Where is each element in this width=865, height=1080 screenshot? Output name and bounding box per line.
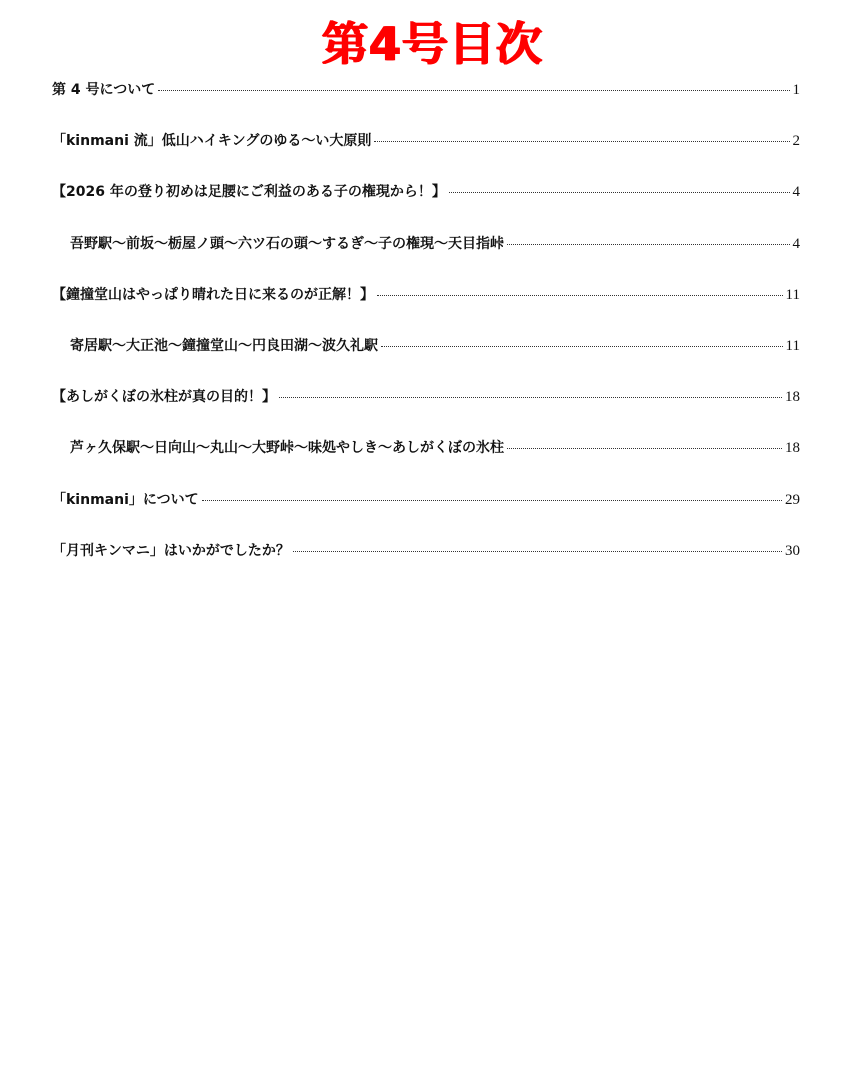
toc-dot-leader xyxy=(449,192,790,193)
toc-entry-feedback[interactable] xyxy=(52,539,800,590)
toc-entry-page: 1 xyxy=(792,82,800,98)
toc-entry-kanetsukidoyama[interactable] xyxy=(52,283,800,334)
toc-entry-page: 4 xyxy=(792,235,800,252)
toc-dot-leader xyxy=(202,500,782,501)
toc-entry-page: 18 xyxy=(785,389,800,406)
toc-subentry-ashigakubo-route[interactable] xyxy=(52,436,800,487)
toc-dot-leader xyxy=(158,90,789,91)
toc-dot-leader xyxy=(507,244,790,245)
toc-entry-page: 29 xyxy=(785,491,800,508)
table-of-contents xyxy=(52,78,800,590)
toc-entry-label: 「月刊キンマニ」はいかがでしたか？ xyxy=(52,542,290,559)
toc-dot-leader xyxy=(374,141,789,142)
toc-entry-label: 寄居駅～大正池～鐘撞堂山～円良田湖～波久礼駅 xyxy=(70,337,378,354)
toc-entry-ashigakubo-icicles[interactable] xyxy=(52,385,800,436)
toc-dot-leader xyxy=(507,448,782,449)
toc-subentry-agano-route[interactable] xyxy=(52,232,800,283)
toc-entry-label: 【あしがくぼの氷柱が真の目的！】 xyxy=(52,389,276,406)
toc-dot-leader xyxy=(279,397,782,398)
toc-entry-nenogongen[interactable] xyxy=(52,180,800,231)
toc-entry-about-kinmani[interactable] xyxy=(52,488,800,539)
toc-entry-page: 18 xyxy=(785,440,800,457)
toc-entry-page: 30 xyxy=(785,542,800,559)
toc-dot-leader xyxy=(293,551,782,552)
toc-entry-label: 「kinmani」について xyxy=(52,491,199,508)
toc-entry-page: 11 xyxy=(785,286,800,303)
toc-entry-label: 芦ヶ久保駅～日向山～丸山～大野峠～味処やしき～あしがくぼの氷柱 xyxy=(70,440,504,457)
toc-entry-page: 2 xyxy=(792,133,800,150)
toc-entry-about-issue-4[interactable] xyxy=(52,78,800,129)
toc-subentry-yorii-route[interactable] xyxy=(52,334,800,385)
toc-dot-leader xyxy=(381,346,783,347)
toc-entry-hiking-principles[interactable] xyxy=(52,129,800,180)
toc-entry-label: 吾野駅～前坂～栃屋ノ頭～六ツ石の頭～するぎ～子の権現～天目指峠 xyxy=(70,235,504,252)
page-title: 第4号目次 xyxy=(321,17,543,71)
toc-entry-page: 4 xyxy=(792,184,800,201)
toc-entry-page: 11 xyxy=(785,337,800,354)
toc-entry-label: 第 4 号について xyxy=(52,82,156,98)
toc-entry-label: 「kinmani 流」低山ハイキングのゆる～い大原則 xyxy=(52,133,372,150)
toc-entry-label: 【2026 年の登り初めは足腰にご利益のある子の権現から！】 xyxy=(52,184,446,201)
toc-dot-leader xyxy=(377,295,783,296)
toc-entry-label: 【鐘撞堂山はやっぱり晴れた日に来るのが正解！】 xyxy=(52,286,374,303)
